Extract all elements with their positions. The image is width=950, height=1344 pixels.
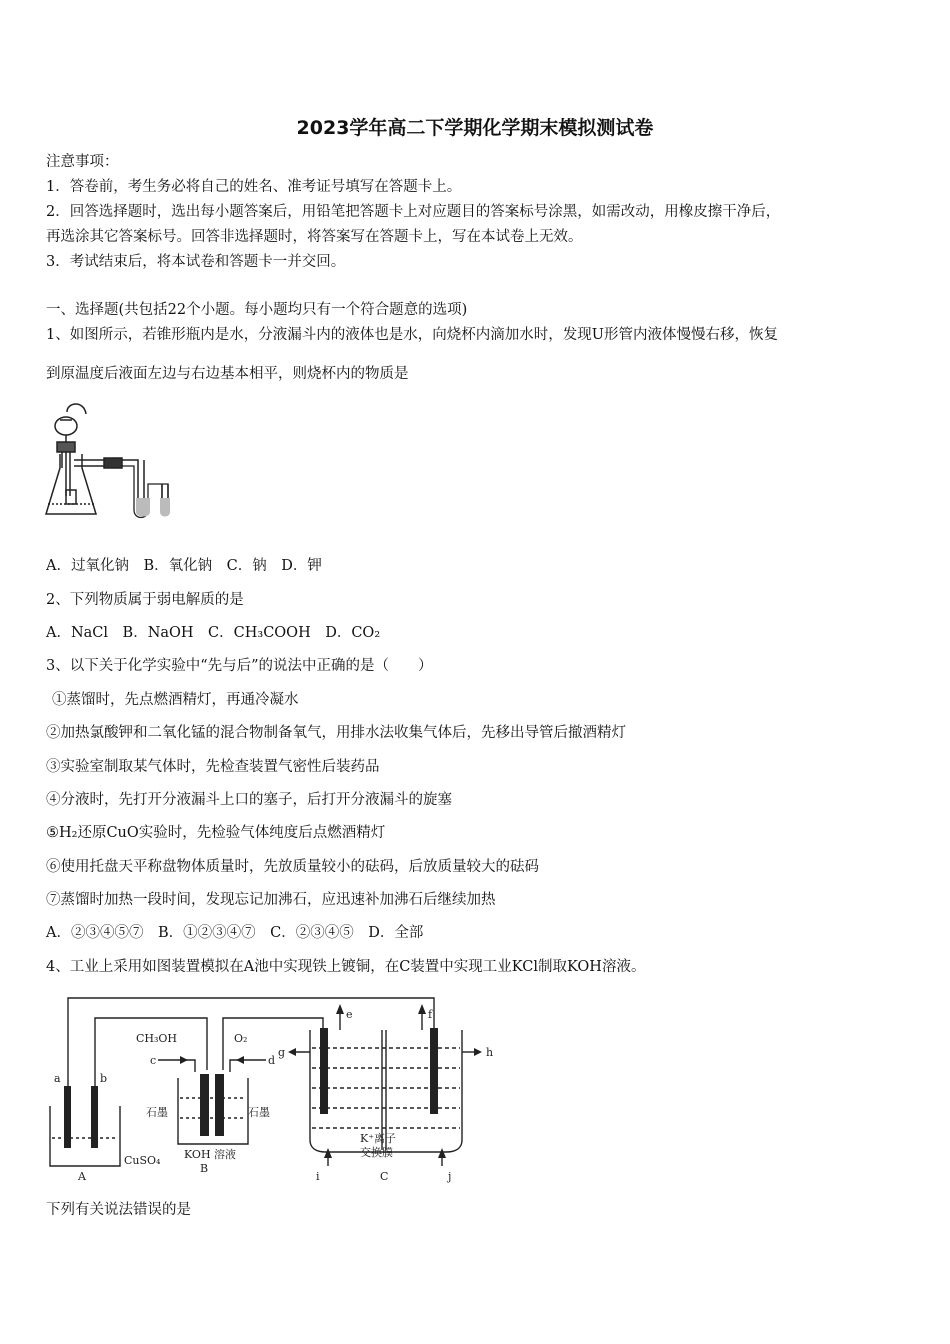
q2-options: A．NaCl B．NaOH C．CH₃COOH D．CO₂ — [46, 625, 381, 641]
notice-item: 再选涂其它答案标号。回答非选择题时，将答案写在答题卡上，写在本试卷上无效。 — [46, 229, 583, 245]
q1-stem-line2: 到原温度后液面左边与右边基本相平，则烧杯内的物质是 — [46, 366, 409, 382]
label-d: d — [268, 1054, 276, 1067]
label-C: C — [380, 1170, 389, 1183]
q3-item: ⑤H₂还原CuO实验时，先检验气体纯度后点燃酒精灯 — [46, 825, 386, 841]
section-heading: 一、选择题(共包括22个小题。每小题均只有一个符合题意的选项) — [46, 302, 468, 318]
label-cuso4: CuSO₄ — [124, 1154, 161, 1167]
label-a: a — [54, 1072, 61, 1085]
q1-options: A．过氧化钠 B．氧化钠 C．钠 D．钾 — [46, 558, 322, 574]
q4-after: 下列有关说法错误的是 — [46, 1202, 191, 1218]
label-membrane-1: K⁺离子 — [360, 1132, 397, 1145]
label-graphite-2: 石墨 — [248, 1106, 270, 1119]
figure-flask-utube — [40, 398, 175, 526]
label-ch3oh: CH₃OH — [136, 1032, 178, 1045]
label-h: h — [486, 1046, 494, 1059]
q3-item: ②加热氯酸钾和二氧化锰的混合物制备氧气，用排水法收集气体后，先移出导管后撤酒精灯 — [46, 725, 626, 741]
label-membrane-2: 交换膜 — [360, 1146, 393, 1159]
label-c: c — [150, 1054, 157, 1067]
q3-item: ①蒸馏时，先点燃酒精灯，再通冷凝水 — [52, 692, 299, 708]
q3-item: ④分液时，先打开分液漏斗上口的塞子，后打开分液漏斗的旋塞 — [46, 792, 452, 808]
q3-item: ③实验室制取某气体时，先检查装置气密性后装药品 — [46, 759, 380, 775]
label-b: b — [100, 1072, 108, 1085]
q3-item: ⑦蒸馏时加热一段时间，发现忘记加沸石，应迅速补加沸石后继续加热 — [46, 892, 496, 908]
label-o2: O₂ — [234, 1032, 248, 1045]
label-i: i — [316, 1170, 320, 1183]
q3-options: A．②③④⑤⑦ B．①②③④⑦ C．②③④⑤ D．全部 — [46, 925, 424, 941]
label-f: f — [428, 1008, 433, 1021]
q3-item: ⑥使用托盘天平称盘物体质量时，先放质量较小的砝码，后放质量较大的砝码 — [46, 859, 539, 875]
q4-stem: 4、工业上采用如图装置模拟在A池中实现铁上镀铜，在C装置中实现工业KCl制取KOH溶液。 — [46, 959, 646, 975]
label-A: A — [78, 1170, 86, 1183]
label-graphite-1: 石墨 — [146, 1106, 168, 1119]
label-B: B — [200, 1162, 209, 1175]
q1-stem-line1: 1、如图所示，若锥形瓶内是水，分液漏斗内的液体也是水，向烧杯内滴加水时，发现U形管内液体慢慢右移，恢复 — [46, 327, 778, 343]
notice-heading: 注意事项： — [46, 154, 119, 170]
label-g: g — [278, 1046, 286, 1059]
notice-item: 2．回答选择题时，选出每小题答案后，用铅笔把答题卡上对应题目的答案标号涂黑，如需改动，用橡皮擦干净后， — [46, 204, 781, 220]
figure-electrolysis-apparatus — [40, 990, 510, 1185]
notice-item: 3．考试结束后，将本试卷和答题卡一并交回。 — [46, 254, 346, 270]
q2-stem: 2、下列物质属于弱电解质的是 — [46, 592, 244, 608]
notice-item: 1．答卷前，考生务必将自己的姓名、准考证号填写在答题卡上。 — [46, 179, 462, 195]
label-e: e — [346, 1008, 353, 1021]
q3-stem: 3、以下关于化学实验中“先与后”的说法中正确的是（ ） — [46, 658, 433, 674]
label-j: j — [448, 1170, 452, 1183]
label-koh: KOH 溶液 — [184, 1148, 237, 1161]
page-title: 2023学年高二下学期化学期末模拟测试卷 — [296, 117, 654, 139]
